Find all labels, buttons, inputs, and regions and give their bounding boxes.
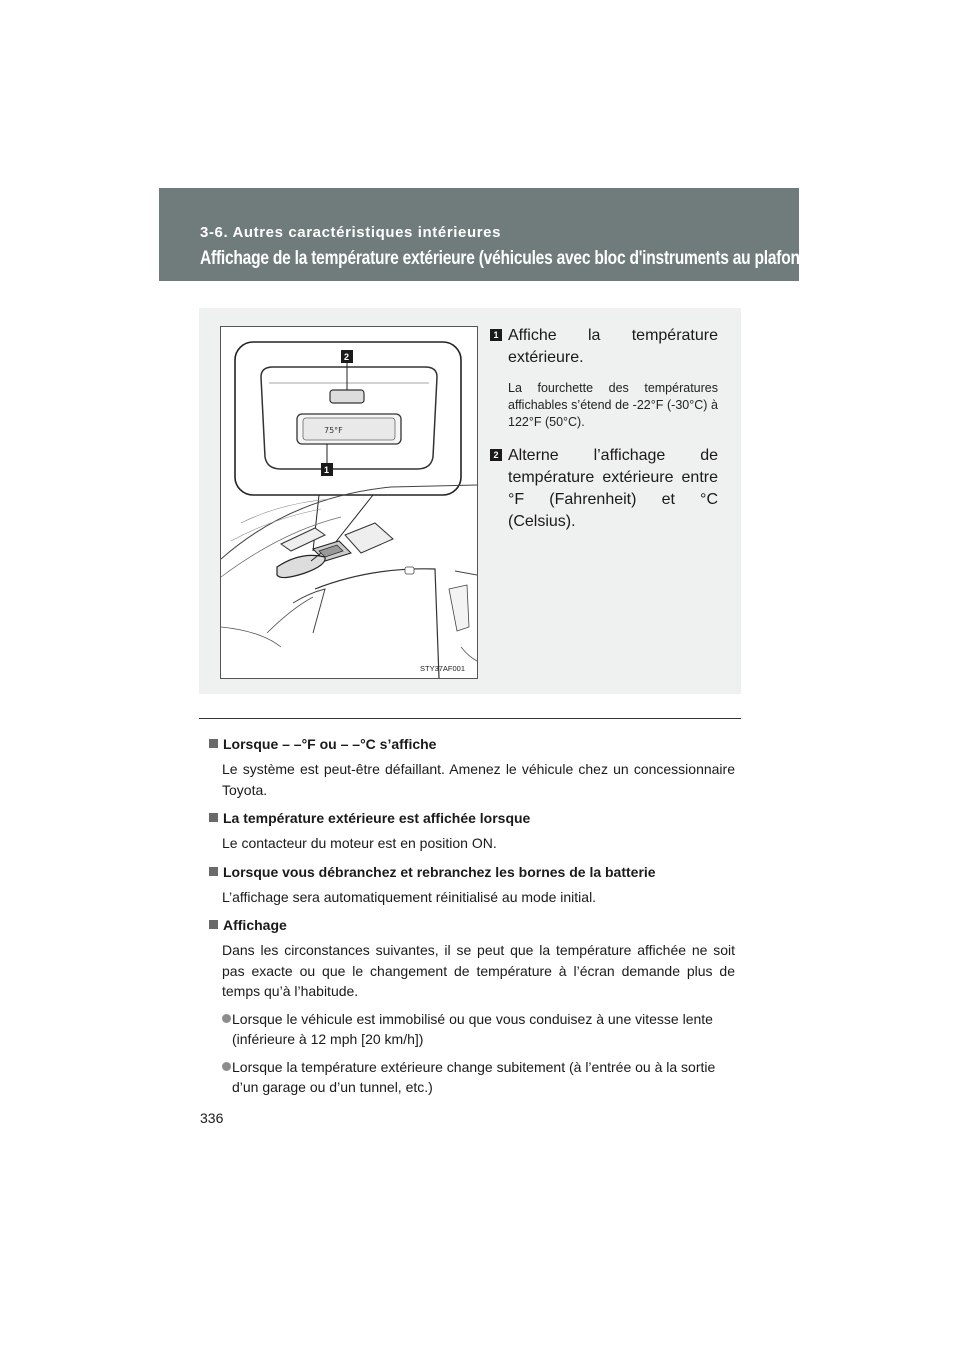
square-bullet-icon xyxy=(209,867,218,876)
figure-illustration xyxy=(220,326,478,679)
callout-1-description: La fourchette des températures affichables s’étend de -22°F (-30°C) à 122°F (50°C). xyxy=(508,381,718,429)
callout-item-1 xyxy=(490,325,718,431)
list-item xyxy=(209,1009,735,1050)
note-heading-text: Lorsque vous débranchez et rebranchez les bornes de la batterie xyxy=(223,863,656,880)
callout-2-title: Alterne l’affichage de température extérieure entre °F (Fahrenheit) et °C (Celsius). xyxy=(508,447,718,530)
circle-bullet-icon xyxy=(222,1062,231,1071)
callout-1-title: Affiche la température extérieure. xyxy=(508,327,718,366)
note-heading xyxy=(209,915,735,935)
callout-2-label: 2 xyxy=(344,352,350,362)
note-heading xyxy=(209,734,735,754)
callout-number-2: 2 xyxy=(490,449,502,461)
note-heading-text: La température extérieure est affichée lorsque xyxy=(223,810,531,826)
square-bullet-icon xyxy=(209,920,218,929)
callout-1-label: 1 xyxy=(324,465,330,475)
list-item xyxy=(209,1057,735,1098)
circle-bullet-icon xyxy=(222,1014,231,1023)
page-number: 336 xyxy=(200,1110,224,1126)
note-heading xyxy=(209,862,735,882)
page-header xyxy=(159,188,814,281)
callout-item-2 xyxy=(490,445,718,533)
note-heading-text: Lorsque – –°F ou – –°C s’affiche xyxy=(223,736,437,752)
display-reading: 75°F xyxy=(324,426,343,435)
figure-code: STY37AF001 xyxy=(420,664,466,673)
note-heading xyxy=(209,808,735,828)
list-item-text: Lorsque le véhicule est immobilisé ou que vous conduisez à une vitesse lente (inférieure à 12 mph [20 km/h]) xyxy=(232,1010,713,1047)
note-body: Dans les circonstances suivantes, il se peut que la température affichée ne soit pas exacte ou que le changement de température à l’écran demande plus de temps qu’à l’habitude. xyxy=(222,942,735,999)
note-body: L’affichage sera automatiquement réinitialisé au mode initial. xyxy=(222,888,597,905)
note-body: Le contacteur du moteur est en position ON. xyxy=(222,835,497,851)
page-title: Affichage de la température extérieure (véhicules avec bloc d'instruments au plafond) xyxy=(200,248,814,269)
square-bullet-icon xyxy=(209,813,218,822)
notes-section xyxy=(209,734,735,1098)
section-label: 3-6. Autres caractéristiques intérieures xyxy=(200,224,502,241)
note-body: Le système est peut-être défaillant. Amenez le véhicule chez un concessionnaire Toyota. xyxy=(222,761,735,798)
square-bullet-icon xyxy=(209,739,218,748)
callout-number-1: 1 xyxy=(490,329,502,341)
section-divider xyxy=(199,718,741,719)
note-heading-text: Affichage xyxy=(223,917,287,933)
callout-descriptions xyxy=(490,325,718,533)
list-item-text: Lorsque la température extérieure change subitement (à l’entrée ou à la sortie d’un garage ou d’un tunnel, etc.) xyxy=(232,1058,716,1095)
